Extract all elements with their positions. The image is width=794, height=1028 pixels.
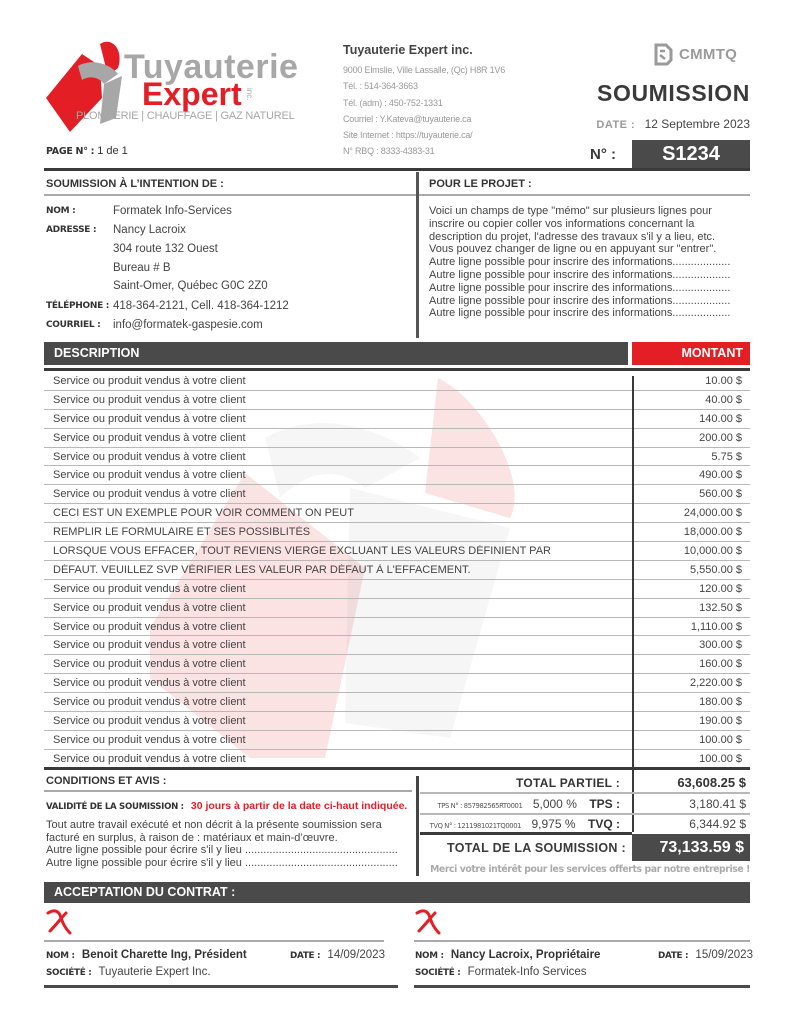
condition-line: facturé en surplus, à raison de : matériaux et main-d’œuvre. [46, 831, 338, 844]
signer-company-row [46, 966, 211, 978]
footer-rule-gap [398, 984, 414, 989]
client-name-row [46, 205, 232, 217]
item-description: Service ou produit vendus à votre client [53, 639, 246, 652]
signer-name-label: NOM : [46, 951, 75, 961]
client-name-label: NOM : [46, 206, 76, 216]
section-divider [416, 172, 419, 338]
validity-label: VALIDITÉ DE LA SOUMISSION : [46, 802, 184, 812]
signer-company: Tuyauterie Expert Inc. [98, 966, 211, 978]
item-amount: 120.00 $ [699, 582, 742, 595]
logo-name-line1: Tuyauterie [124, 48, 299, 86]
company-phone-admin: Tél. (adm) : 450-752-1331 [343, 97, 443, 108]
page-number-label: PAGE N° : [46, 146, 95, 157]
table-row [44, 750, 750, 769]
item-amount: 18,000.00 $ [683, 526, 742, 539]
client-heading: SOUMISSION À L’INTENTION DE : [46, 178, 224, 190]
spacer [46, 262, 113, 274]
table-row [44, 731, 750, 750]
validity-value: 30 jours à partir de la date ci-haut indiquée. [190, 800, 408, 812]
conditions-heading: CONDITIONS ET AVIS : [46, 775, 167, 787]
item-description: Service ou produit vendus à votre client [53, 714, 246, 727]
footer-rule [44, 985, 750, 988]
tps-label: TPS : [589, 796, 620, 811]
grand-total-value: 73,133.59 $ [632, 834, 750, 861]
project-line: Voici un champs de type "mémo" sur plusieurs lignes pour [429, 205, 712, 217]
client-heading-line [44, 194, 416, 196]
logo-name-line2: Expert [142, 76, 242, 112]
item-description: Service ou produit vendus à votre client [53, 488, 246, 501]
tvq-row [420, 814, 750, 833]
client-phone-row [46, 300, 289, 312]
item-amount: 490.00 $ [699, 469, 742, 482]
header-divider [44, 168, 750, 171]
client-email: info@formatek-gaspesie.com [113, 319, 263, 331]
item-amount: 160.00 $ [699, 658, 742, 671]
acceptance-header: ACCEPTATION DU CONTRAT : [44, 882, 750, 903]
cmmtq-badge [652, 42, 737, 66]
table-top-rule [44, 368, 750, 371]
client-address-line: Nancy Lacroix [113, 224, 186, 236]
condition-line: Autre ligne possible pour écrire s'il y lieu .................................................. [46, 844, 398, 857]
signature-line[interactable] [414, 940, 750, 942]
conditions-divider [416, 776, 419, 876]
signer-name-label: NOM : [415, 951, 444, 961]
signature-line[interactable] [44, 940, 384, 942]
signature-x-icon[interactable] [46, 907, 72, 935]
table-row [44, 561, 750, 580]
table-row [44, 485, 750, 504]
table-row [44, 429, 750, 448]
table-row [44, 466, 750, 485]
tvq-rate: 9,975 % [531, 816, 576, 831]
item-description: Service ou produit vendus à votre client [53, 393, 246, 406]
item-description: LORSQUE VOUS EFFACER, TOUT REVIENS VIERGE EXCLUANT LES VALEURS DÉFINIENT PAR [53, 544, 551, 557]
client-email-label: COURRIEL : [46, 320, 101, 330]
document-date [596, 117, 750, 131]
table-row [44, 448, 750, 467]
page-number [46, 145, 128, 157]
table-bottom-rule [44, 767, 750, 770]
page-number-value: 1 de 1 [97, 145, 128, 157]
table-row [44, 618, 750, 637]
table-row [44, 712, 750, 731]
signer-name: Benoit Charette Ing, Président [81, 949, 247, 961]
signer-company-row [415, 966, 587, 978]
number-value: S1234 [632, 140, 750, 168]
table-column-divider [632, 376, 634, 769]
item-amount: 24,000.00 $ [683, 507, 742, 520]
item-description: Service ou produit vendus à votre client [53, 753, 246, 766]
thank-you-note: Merci votre intérêt pour les services offerts par notre entreprise ! [430, 864, 750, 875]
item-description: Service ou produit vendus à votre client [53, 412, 246, 425]
client-address-label: ADRESSE : [46, 225, 97, 235]
grand-total-rule [420, 832, 632, 835]
tvq-number: TVQ N° : 1211981021TQ0001 [429, 821, 522, 830]
cmmtq-logo-icon [652, 42, 674, 66]
item-amount: 100.00 $ [699, 733, 742, 746]
client-address-row-2 [46, 243, 218, 255]
project-line: inscrire ou copier coller vos informations concernant la [429, 217, 695, 230]
tvq-amount: 6,344.92 $ [689, 816, 746, 831]
item-description: Service ou produit vendus à votre client [53, 677, 246, 690]
client-address-row-4 [46, 280, 268, 292]
condition-line: Tout autre travail exécuté et non décrit à la présente soumission sera [46, 819, 382, 831]
signer-date-label: DATE : [290, 951, 321, 961]
spacer [46, 280, 113, 292]
date-label: DATE : [596, 119, 636, 131]
item-amount: 190.00 $ [699, 714, 742, 727]
signer-date-row [658, 949, 753, 961]
company-website: Site Internet : https://tuyauterie.ca/ [343, 130, 473, 141]
project-heading: POUR LE PROJET : [429, 178, 532, 190]
subtotal-row [420, 773, 750, 792]
item-description: REMPLIR LE FORMULAIRE ET SES POSSIBLITÉS [53, 526, 311, 539]
document-title: SOUMISSION [597, 80, 750, 106]
line-items-table [44, 372, 750, 769]
item-amount: 5.75 $ [711, 450, 742, 463]
signer-name-row [46, 949, 247, 961]
signer-company-label: SOCIÉTÉ : [46, 968, 92, 978]
table-row [44, 580, 750, 599]
client-address-line: Saint-Omer, Québec G0C 2Z0 [113, 280, 268, 292]
table-row [44, 636, 750, 655]
project-line: Autre ligne possible pour inscrire des informations................... [429, 307, 731, 320]
conditions-heading-line [44, 790, 412, 792]
project-line: Vous pouvez changer de ligne ou en appuyant sur "entrer". [429, 243, 717, 256]
item-amount: 10.00 $ [705, 374, 742, 387]
item-amount: 140.00 $ [699, 412, 742, 425]
client-address-row [46, 224, 186, 236]
company-rbq: N° RBQ : 8333-4383-31 [343, 146, 435, 157]
validity-row [46, 800, 407, 812]
signer-name-row [415, 949, 600, 961]
item-amount: 2,220.00 $ [690, 677, 742, 690]
item-description: Service ou produit vendus à votre client [53, 601, 246, 614]
table-row [44, 410, 750, 429]
tps-amount: 3,180.41 $ [689, 796, 746, 811]
item-amount: 300.00 $ [699, 639, 742, 652]
item-description: DÉFAUT. VEUILLEZ SVP VÉRIFIER LES VALEUR PAR DÉFAUT À L'EFFACEMENT. [53, 563, 471, 576]
table-row [44, 504, 750, 523]
item-amount: 180.00 $ [699, 696, 742, 709]
item-description: Service ou produit vendus à votre client [53, 658, 246, 671]
signer-company-label: SOCIÉTÉ : [415, 968, 461, 978]
table-row [44, 372, 750, 391]
table-row [44, 523, 750, 542]
number-label: N° : [590, 145, 616, 163]
item-amount: 132.50 $ [699, 601, 742, 614]
item-description: Service ou produit vendus à votre client [53, 696, 246, 709]
project-heading-line [419, 194, 750, 196]
subtotal-label: TOTAL PARTIEL : [515, 775, 620, 790]
tps-row [420, 794, 750, 813]
company-address: 9000 Elmslie, Ville Lassalle, (Qc) H8R 1V6 [343, 65, 506, 75]
item-amount: 5,550.00 $ [690, 563, 742, 576]
subtotal-value: 63,608.25 $ [677, 775, 746, 790]
tvq-label-group [420, 815, 628, 833]
item-description: CECI EST UN EXEMPLE POUR VOIR COMMENT ON PEUT [53, 507, 354, 520]
project-line: Autre ligne possible pour inscrire des informations................... [429, 281, 731, 294]
client-name: Formatek Info-Services [113, 205, 232, 217]
project-line: Autre ligne possible pour inscrire des informations................... [429, 268, 731, 281]
item-description: Service ou produit vendus à votre client [53, 450, 246, 463]
item-amount: 40.00 $ [705, 393, 742, 406]
conditions-text [46, 819, 412, 869]
item-description: Service ou produit vendus à votre client [53, 582, 246, 595]
item-amount: 1,110.00 $ [690, 620, 742, 633]
table-row [44, 674, 750, 693]
client-phone: 418-364-2121, Cell. 418-364-1212 [113, 300, 289, 312]
date-value: 12 Septembre 2023 [644, 117, 750, 131]
item-amount: 560.00 $ [699, 488, 742, 501]
signer-date-label: DATE : [658, 951, 689, 961]
tps-label-group [420, 795, 628, 813]
project-line: description du projet, l'adresse des travaux s'il y a lieu, etc. [429, 230, 716, 243]
project-line: Autre ligne possible pour inscrire des informations................... [429, 294, 731, 307]
company-info [343, 43, 563, 160]
spacer [46, 243, 113, 255]
description-header: DESCRIPTION [44, 342, 628, 365]
project-line: Autre ligne possible pour inscrire des informations................... [429, 256, 731, 269]
document-number [590, 140, 750, 168]
client-address-line: 304 route 132 Ouest [113, 243, 218, 255]
signature-x-icon[interactable] [415, 907, 441, 935]
client-address-line: Bureau # B [113, 262, 171, 274]
cmmtq-label: CMMTQ [679, 45, 738, 63]
company-email: Courriel : Y.Kateva@tuyauterie.ca [343, 113, 472, 124]
signer-date-row [290, 949, 385, 961]
company-name: Tuyauterie Expert inc. [343, 43, 473, 57]
item-description: Service ou produit vendus à votre client [53, 469, 246, 482]
item-description: Service ou produit vendus à votre client [53, 620, 246, 633]
client-address-row-3 [46, 262, 171, 274]
item-description: Service ou produit vendus à votre client [53, 431, 246, 444]
company-phone: Tél. : 514-364-3663 [343, 81, 418, 92]
company-logo [42, 36, 332, 146]
tps-number: TPS N° : 857982565RT0001 [437, 801, 523, 810]
table-row [44, 693, 750, 712]
logo-tagline: PLOMBERIE | CHAUFFAGE | GAZ NATUREL [76, 110, 295, 122]
signer-date: 15/09/2023 [695, 949, 753, 961]
table-row [44, 655, 750, 674]
item-amount: 10,000.00 $ [683, 544, 742, 557]
table-row [44, 391, 750, 410]
amount-header: MONTANT [632, 342, 750, 365]
item-amount: 100.00 $ [699, 753, 742, 766]
item-amount: 200.00 $ [699, 431, 742, 444]
table-row [44, 599, 750, 618]
signer-company: Formatek-Info Services [467, 966, 587, 978]
item-description: Service ou produit vendus à votre client [53, 733, 246, 746]
project-memo [429, 205, 751, 320]
tps-rate: 5,000 % [532, 796, 577, 811]
signer-name: Nancy Lacroix, Propriétaire [450, 949, 601, 961]
signer-date: 14/09/2023 [327, 949, 385, 961]
client-phone-label: TÉLÉPHONE : [46, 301, 110, 311]
grand-total-label: TOTAL DE LA SOUMISSION : [447, 841, 626, 855]
logo-suffix: inc. [245, 88, 254, 101]
client-email-row [46, 319, 263, 331]
tvq-label: TVQ : [588, 816, 620, 831]
table-row [44, 542, 750, 561]
item-description: Service ou produit vendus à votre client [53, 374, 246, 387]
condition-line: Autre ligne possible pour écrire s'il y lieu .................................................. [46, 856, 398, 869]
